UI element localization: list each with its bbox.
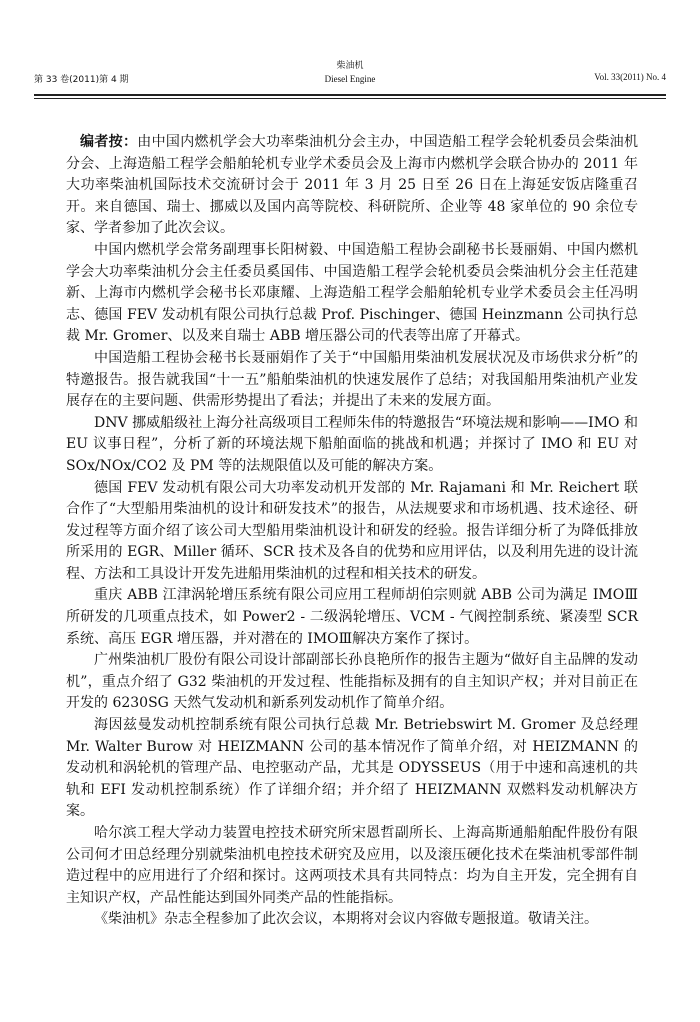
journal-title-cn: 柴油机 [336, 61, 364, 71]
journal-volume-issue-en: Vol. 33(2011) No. 4 [594, 72, 666, 82]
running-header [34, 58, 666, 96]
paragraph-8: 海因兹曼发动机控制系统有限公司执行总裁 Mr. Betriebswirt M. Gromer 及总经理 Mr. Walter Burow 对 HEIZMANN 公司的基本情况作了简单介绍，对 HEIZMANN 的发动机和涡轮机的管理产品、电控驱动产品，尤其是 ODYSSEUS（用于中速和高速机的共轨和 EFI 发动机控制系统）作了详细介绍；并介绍了 HEIZMANN 双燃料发动机解决方案。 [66, 717, 638, 820]
journal-title-en: Diesel Engine [324, 74, 376, 84]
paragraph-3: 中国造船工程协会秘书长聂丽娟作了关于“中国船用柴油机发展状况及市场供求分析”的特邀报告。报告就我国“十一五”船舶柴油机的快速发展作了总结；对我国船用柴油机产业发展存在的主要问题、供需形势提出了看法；并提出了未来的发展方面。 [66, 349, 638, 410]
editor-note [66, 132, 638, 931]
paragraph-7: 广州柴油机厂股份有限公司设计部副部长孙良艳所作的报告主题为“做好自主品牌的发动机”，重点介绍了 G32 柴油机的开发过程、性能指标及拥有的自主知识产权；并对目前正在开发的 6230SG 天然气发动机和新系列发动机作了简单介绍。 [66, 652, 638, 712]
paragraph-4: DNV 挪威船级社上海分社高级项目工程师朱伟的特邀报告“环境法规和影响——IMO 和 EU 议事日程”，分析了新的环境法规下船舶面临的挑战和机遇；并探讨了 IMO 和 EU 对 SOx/NOx/CO2 及 PM 等的法规限值以及可能的解决方案。 [66, 414, 638, 474]
paragraph-2: 中国内燃机学会常务副理事长阳树毅、中国造船工程协会副秘书长聂丽娟、中国内燃机学会大功率柴油机分会主任委员奚国伟、中国造船工程学会轮机委员会柴油机分会主任范建新、上海市内燃机学会秘书长邓康耀、上海造船工程学会船舶轮机专业学术委员会主任冯明志、德国 FEV 发动机有限公司执行总裁 Prof. Pischinger、德国 Heinzmann 公司执行总裁 Mr. Gromer、以及来自瑞士 ABB 增压器公司的代表等出席了开幕式。 [66, 241, 638, 345]
paragraph-10: 《柴油机》杂志全程参加了此次会议，本期将对会议内容做专题报道。敬请关注。 [94, 911, 598, 928]
paragraph-1 [66, 132, 638, 240]
header-rule-thick [34, 94, 666, 96]
header-rule-thin [34, 98, 666, 99]
paragraph-6: 重庆 ABB 江津涡轮增压系统有限公司应用工程师胡伯宗则就 ABB 公司为满足 IMOⅢ所研发的几项重点技术，如 Power2 - 二级涡轮增压、VCM - 气阀控制系统、紧凑型 SCR 系统、高压 EGR 增压器，并对潜在的 IMOⅢ解决方案作了探讨。 [66, 587, 638, 647]
paragraph-9: 哈尔滨工程大学动力装置电控技术研究所宋恩哲副所长、上海高斯通船舶配件股份有限公司何才田总经理分别就柴油机电控技术研究及应用，以及滚压硬化技术在柴油机零部件制造过程中的应用进行了介绍和探讨。这两项技术具有共同特点：均为自主开发，完全拥有自主知识产权，产品性能达到国外同类产品的性能指标。 [66, 825, 638, 906]
journal-title [34, 60, 666, 86]
paragraph-5: 德国 FEV 发动机有限公司大功率发动机开发部的 Mr. Rajamani 和 Mr. Reichert 联合作了“大型船用柴油机的设计和研发技术”的报告，从法规要求和市场机遇、技术途径、研发过程等方面介绍了该公司大型船用柴油机设计和研发的经验。报告详细分析了为降低排放所采用的 EGR、Miller 循环、SCR 技术及各自的优势和应用评估，以及利用先进的设计流程、方法和工具设计开发先进船用柴油机的过程和相关技术的研发。 [66, 479, 638, 582]
paragraph-text: 由中国内燃机学会大功率柴油机分会主办，中国造船工程学会轮机委员会柴油机分会、上海造船工程学会船舶轮机专业学术委员会及上海市内燃机学会联合协办的 2011 年大功率柴油机国际技术交流研讨会于 2011 年 3 月 25 日至 26 日在上海延安饭店隆重召开。来自德国、瑞士、挪威以及国内高等院校、科研院所、企业等 48 家单位的 90 余位专家、学者参加了此次会议。 [66, 134, 639, 237]
journal-volume-issue: 第 33 卷(2011)第 4 期 [34, 75, 129, 85]
editor-note-label: 编者按： [80, 134, 138, 150]
